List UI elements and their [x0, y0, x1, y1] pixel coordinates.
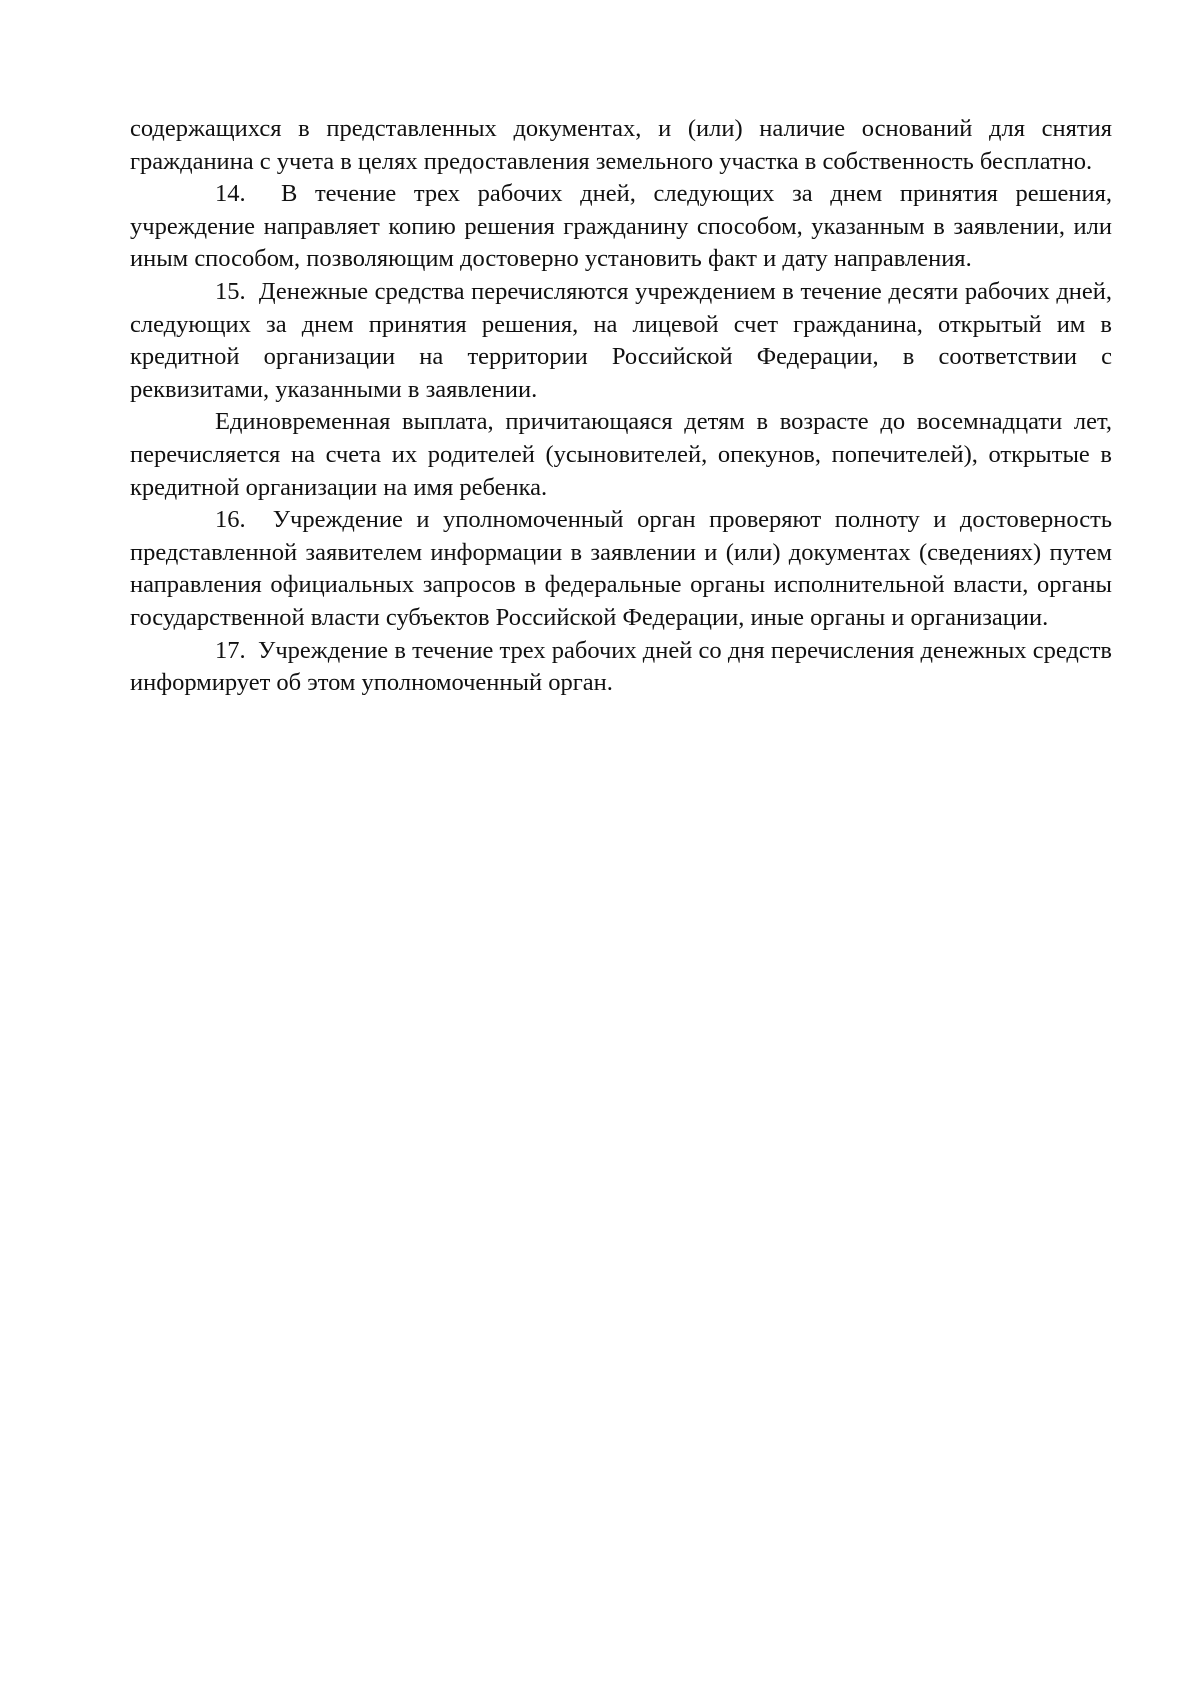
paragraph-text: Денежные средства перечисляются учреждением в течение десяти рабочих дней, следующих за днем принятия решения, на лицевой счет гражданина, открытый им в кредитной организации на территории Российской Федерации, в соответствии с реквизитами, указанными в заявлении. — [130, 277, 1113, 403]
paragraph-16 — [130, 504, 1112, 634]
paragraph-number: 15. — [215, 277, 246, 305]
paragraph-text: Единовременная выплата, причитающаяся детям в возрасте до восемнадцати лет, перечисляется на счета их родителей (усыновителей, опекунов, попечителей), открытые в кредитной организации на имя ребенка. — [130, 408, 1112, 501]
paragraph-number: 17. — [215, 636, 246, 664]
paragraph-15 — [130, 276, 1112, 406]
paragraph-text: содержащихся в представленных документах, и (или) наличие оснований для снятия гражданина с учета в целях предоставления земельного участка в собственность бесплатно. — [130, 115, 1112, 175]
document-body — [130, 113, 1112, 700]
paragraph-17 — [130, 635, 1112, 700]
paragraph-text: Учреждение и уполномоченный орган проверяют полноту и достоверность представленной заявителем информации в заявлении и (или) документах (сведениях) путем направления официальных запросов в федеральные органы исполнительной власти, органы государственной власти субъектов Российской Федерации, иные органы и организации. — [130, 506, 1112, 631]
paragraph-number: 14. — [215, 180, 246, 208]
paragraph-14 — [130, 178, 1112, 276]
paragraph-number: 16. — [215, 506, 246, 534]
paragraph-text: Учреждение в течение трех рабочих дней со дня перечисления денежных средств информирует об этом уполномоченный орган. — [130, 636, 1112, 697]
paragraph-continuation — [130, 113, 1112, 178]
paragraph-text: В течение трех рабочих дней, следующих за днем принятия решения, учреждение направляет копию решения гражданину способом, указанным в заявлении, или иным способом, позволяющим достоверно установить факт и дату направления. — [130, 180, 1112, 273]
paragraph-15-lump-sum — [130, 406, 1112, 504]
